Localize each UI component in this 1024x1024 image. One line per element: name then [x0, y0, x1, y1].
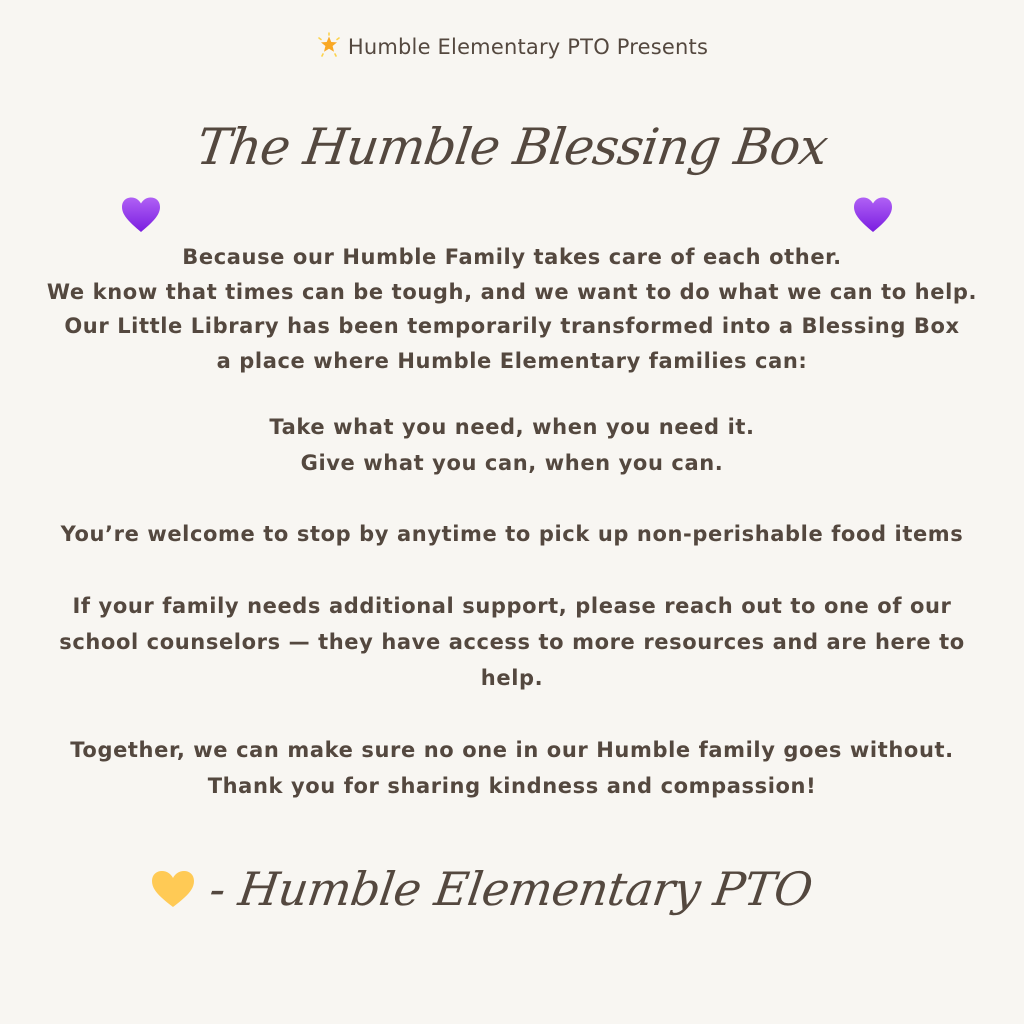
text-line: help.	[480, 666, 544, 690]
support-paragraph	[0, 588, 1024, 696]
text-line: Take what you need, when you need it.	[269, 415, 755, 439]
yellow-heart-icon	[150, 869, 196, 909]
closing-paragraph	[0, 732, 1024, 804]
text-line: We know that times can be tough, and we want to do what we can to help.	[46, 279, 978, 304]
motto-paragraph	[0, 409, 1024, 481]
signature-text: - Humble Elementary PTO	[206, 862, 816, 916]
text-line: Our Little Library has been temporarily transformed into a Blessing Box	[64, 314, 960, 338]
signature	[150, 862, 890, 916]
presents-text: Humble Elementary PTO Presents	[347, 35, 709, 59]
text-line: Because our Humble Family takes care of each other.	[182, 245, 842, 269]
text-line: Give what you can, when you can.	[300, 451, 724, 475]
purple-heart-icon	[121, 196, 161, 234]
purple-heart-icon	[853, 196, 893, 234]
text-line: school counselors — they have access to more resources and are here to	[59, 630, 965, 654]
intro-paragraph	[0, 240, 1024, 378]
text-line: a place where Humble Elementary families can:	[216, 348, 808, 373]
page-title: The Humble Blessing Box	[193, 118, 831, 176]
pickup-paragraph	[0, 516, 1024, 552]
text-line: You’re welcome to stop by anytime to pick up non-perishable food items	[60, 522, 964, 546]
presents-header	[0, 32, 1024, 59]
text-line: Together, we can make sure no one in our Humble family goes without.	[70, 738, 954, 762]
star-sparkle-icon	[316, 32, 342, 58]
text-line: Thank you for sharing kindness and compassion!	[207, 774, 817, 798]
text-line: If your family needs additional support, please reach out to one of our	[72, 594, 952, 618]
